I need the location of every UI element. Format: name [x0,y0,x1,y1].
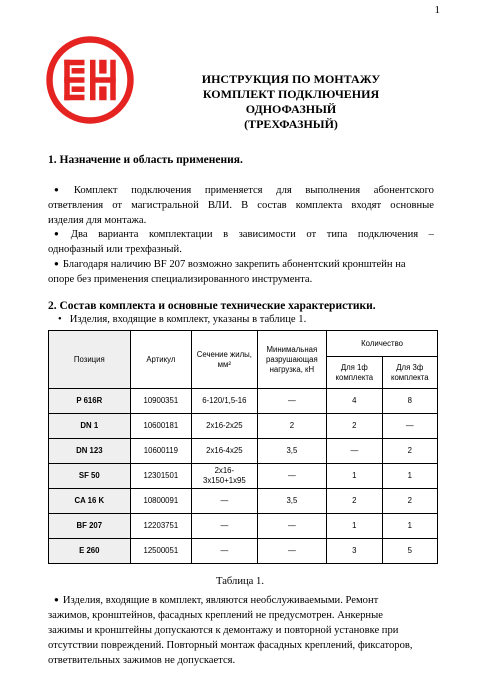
table-row: DN 123 10600119 2x16-4x25 3,5 — 2 [49,439,438,464]
page-number: 1 [434,4,440,16]
table-caption: Таблица 1. [216,576,264,587]
title-line: КОМПЛЕКТ ПОДКЛЮЧЕНИЯ [202,87,380,101]
title-line: (ТРЕХФАЗНЫЙ) [244,117,338,131]
header-quantity: Количество [327,331,438,357]
section-2-bullet: • Изделия, входящие в комплект, указаны в таблице 1. [58,314,307,325]
section-2-heading: 2. Состав комплекта и основные технические характеристики. [48,300,376,312]
bullet-icon: ● [54,229,67,238]
company-logo-icon [44,34,136,126]
components-table [48,330,438,564]
table-row: BF 207 12203751 — — 1 1 [49,514,438,539]
bullet-icon: ● [54,259,59,268]
section-1-paragraph-2: ● Два варианта комплектации в зависимости от типа подключения – однофазный или трехфазный. [48,229,434,255]
header-qty-1ph: Для 1ф комплекта [327,357,382,389]
document-title [180,72,402,132]
section-1-paragraph-1: ● Комплект подключения применяется для выполнения абонентского ответвления от магистральной ВЛИ. В состав комплекта входят основные изделия для монтажа. [48,185,434,226]
table-row: SF 50 12301501 2x16- 3x150+1x95 — 1 1 [49,464,438,489]
bullet-icon: ● [54,595,59,604]
header-article: Артикул [130,331,191,389]
header-section: Сечение жилы, мм² [192,331,258,389]
header-position: Позиция [49,331,131,389]
maintenance-note: ● Изделия, входящие в комплект, являются необслуживаемыми. Ремонт зажимов, кронштейнов, фасадных креплений не предусмотрен. Анкерные зажимы и кронштейны допускаются к демонтажу и повторной установке при отсутствии повреждений. Повторный монтаж фасадных креплений, фиксаторов, ответвительных зажимов не допускается. [48,595,413,666]
header-qty-3ph: Для 3ф комплекта [382,357,437,389]
table-row: P 616R 10900351 6-120/1,5-16 — 4 8 [49,389,438,414]
header-min-load: Минимальная разрушающая нагрузка, кН [257,331,327,389]
bullet-icon: ● [54,185,70,194]
table-row: E 260 12500051 — — 3 5 [49,539,438,564]
bullet-icon: • [58,314,62,325]
section-1-heading: 1. Назначение и область применения. [48,154,243,166]
title-line: ОДНОФАЗНЫЙ [245,102,337,116]
section-1-paragraph-3: ● Благодаря наличию BF 207 возможно закрепить абонентский кронштейн на опоре без применения специализированного инструмента. [48,259,406,285]
table-row: DN 1 10600181 2x16-2x25 2 2 — [49,414,438,439]
table-row: CA 16 K 10800091 — 3,5 2 2 [49,489,438,514]
title-line: ИНСТРУКЦИЯ ПО МОНТАЖУ [201,72,381,86]
